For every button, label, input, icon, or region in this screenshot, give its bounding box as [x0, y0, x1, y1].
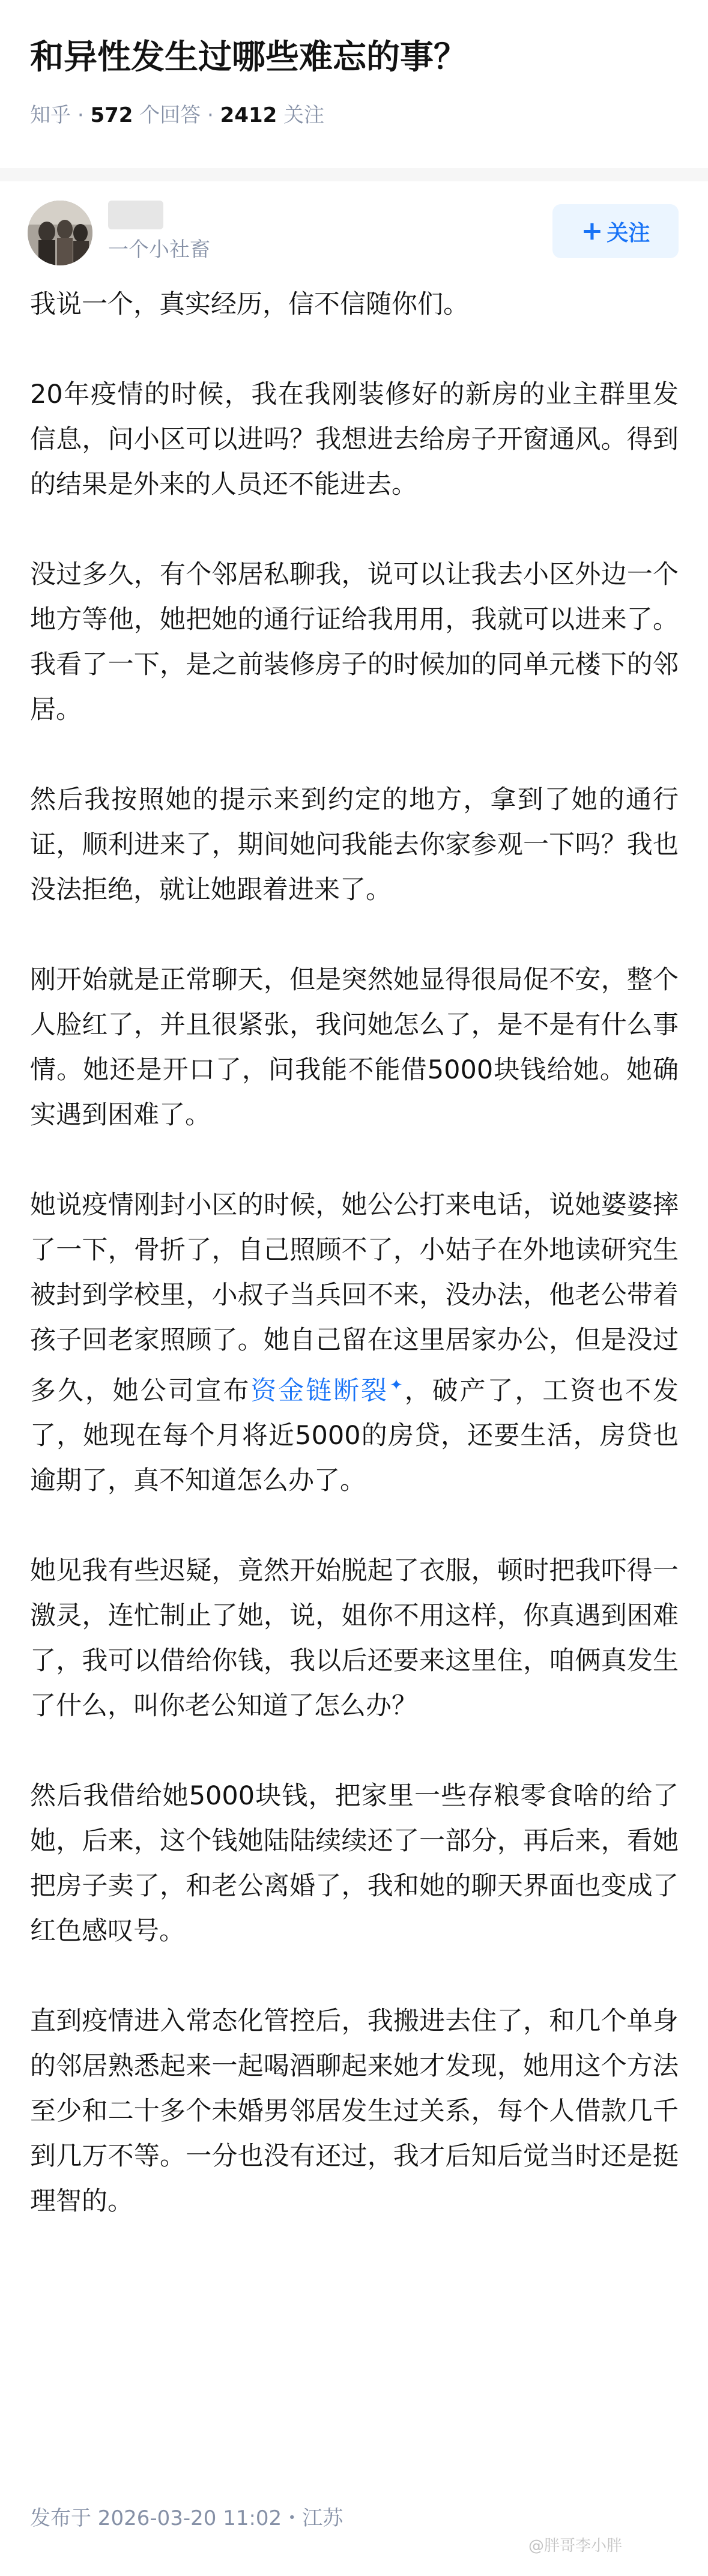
answer-paragraph: 然后我按照她的提示来到约定的地方，拿到了她的通行证，顺利进来了，期间她问我能去你家参观一下吗？我也没法拒绝，就让她跟着进来了。	[30, 785, 679, 905]
avatar[interactable]	[28, 201, 92, 265]
answer-paragraph: 然后我借给她5000块钱，把家里一些存粮零食啥的给了她，后来，这个钱她陆陆续续还了一部分，再后来，看她把房子卖了，和老公离婚了，我和她的聊天界面也变成了红色感叹号。	[30, 1781, 679, 1947]
answer-paragraph: 直到疫情进入常态化管控后，我搬进去住了，和几个单身的邻居熟悉起来一起喝酒聊起来她才发现，她用这个方法至少和二十多个未婚男邻居发生过关系，每个人借款几千到几万不等。一分也没有还过，我才后知后觉当时还是挺理智的。	[30, 2006, 679, 2217]
source-label[interactable]: 知乎	[30, 103, 71, 127]
answer-paragraph	[30, 1183, 679, 1504]
sparkle-icon: ✦	[389, 1376, 403, 1394]
plus-icon: +	[581, 216, 604, 246]
answer-paragraph: 我说一个，真实经历，信不信随你们。	[30, 289, 469, 319]
meta-separator: ·	[207, 103, 214, 127]
followers-label: 关注	[283, 103, 325, 127]
meta-separator: ·	[77, 103, 84, 127]
follow-button-label: 关注	[607, 220, 650, 246]
publish-info: 发布于 2026-03-20 11:02・江苏	[30, 2506, 343, 2530]
answer-paragraph: 20年疫情的时候，我在我刚装修好的新房的业主群里发信息，问小区可以进吗？我想进去给房子开窗通风。得到的结果是外来的人员还不能进去。	[30, 379, 679, 500]
question-title[interactable]: 和异性发生过哪些难忘的事？	[30, 38, 467, 77]
question-meta	[30, 102, 324, 128]
answer-paragraph: 她见我有些迟疑，竟然开始脱起了衣服，顿时把我吓得一激灵，连忙制止了她，说，姐你不用这样，你真遇到困难了，我可以借给你钱，我以后还要来这里住，咱俩真发生了什么，叫你老公知道了怎么办？	[30, 1556, 679, 1722]
followers-count: 2412	[220, 103, 277, 127]
section-divider	[0, 168, 708, 181]
answers-label: 个回答	[139, 103, 201, 127]
answers-count: 572	[90, 103, 133, 127]
follow-button[interactable]	[552, 204, 679, 258]
keyword-link[interactable]: 资金链断裂	[250, 1376, 389, 1406]
author-name-masked[interactable]	[108, 201, 163, 229]
question-header	[0, 0, 708, 169]
answer-paragraph: 刚开始就是正常聊天，但是突然她显得很局促不安，整个人脸红了，并且很紧张，我问她怎么了，是不是有什么事情。她还是开口了，问我能不能借5000块钱给她。她确实遇到困难了。	[30, 965, 679, 1130]
answer-text: 她说疫情刚封小区的时候，她公公打来电话，说她婆婆摔了一下，骨折了，自己照顾不了，小姑子在外地读研究生被封到学校里，小叔子当兵回不来，没办法，他老公带着孩子回老家照顾了。她自己留在这里居家办公，但是没过多久，她公司宣布	[30, 1190, 679, 1406]
answer-paragraph: 没过多久，有个邻居私聊我，说可以让我去小区外边一个地方等他，她把她的通行证给我用用，我就可以进来了。我看了一下，是之前装修房子的时候加的同单元楼下的邻居。	[30, 560, 679, 725]
author-bio: 一个小社畜	[108, 238, 210, 262]
answer-text: ，破产了，工资也不发了，她现在每个月将近5000的房贷，还要生活，房贷也逾期了，真不知道怎么办了。	[30, 1376, 679, 1496]
avatar-image	[28, 201, 92, 265]
watermark: @胖哥李小胖	[528, 2537, 623, 2555]
answer-body	[30, 282, 679, 2224]
